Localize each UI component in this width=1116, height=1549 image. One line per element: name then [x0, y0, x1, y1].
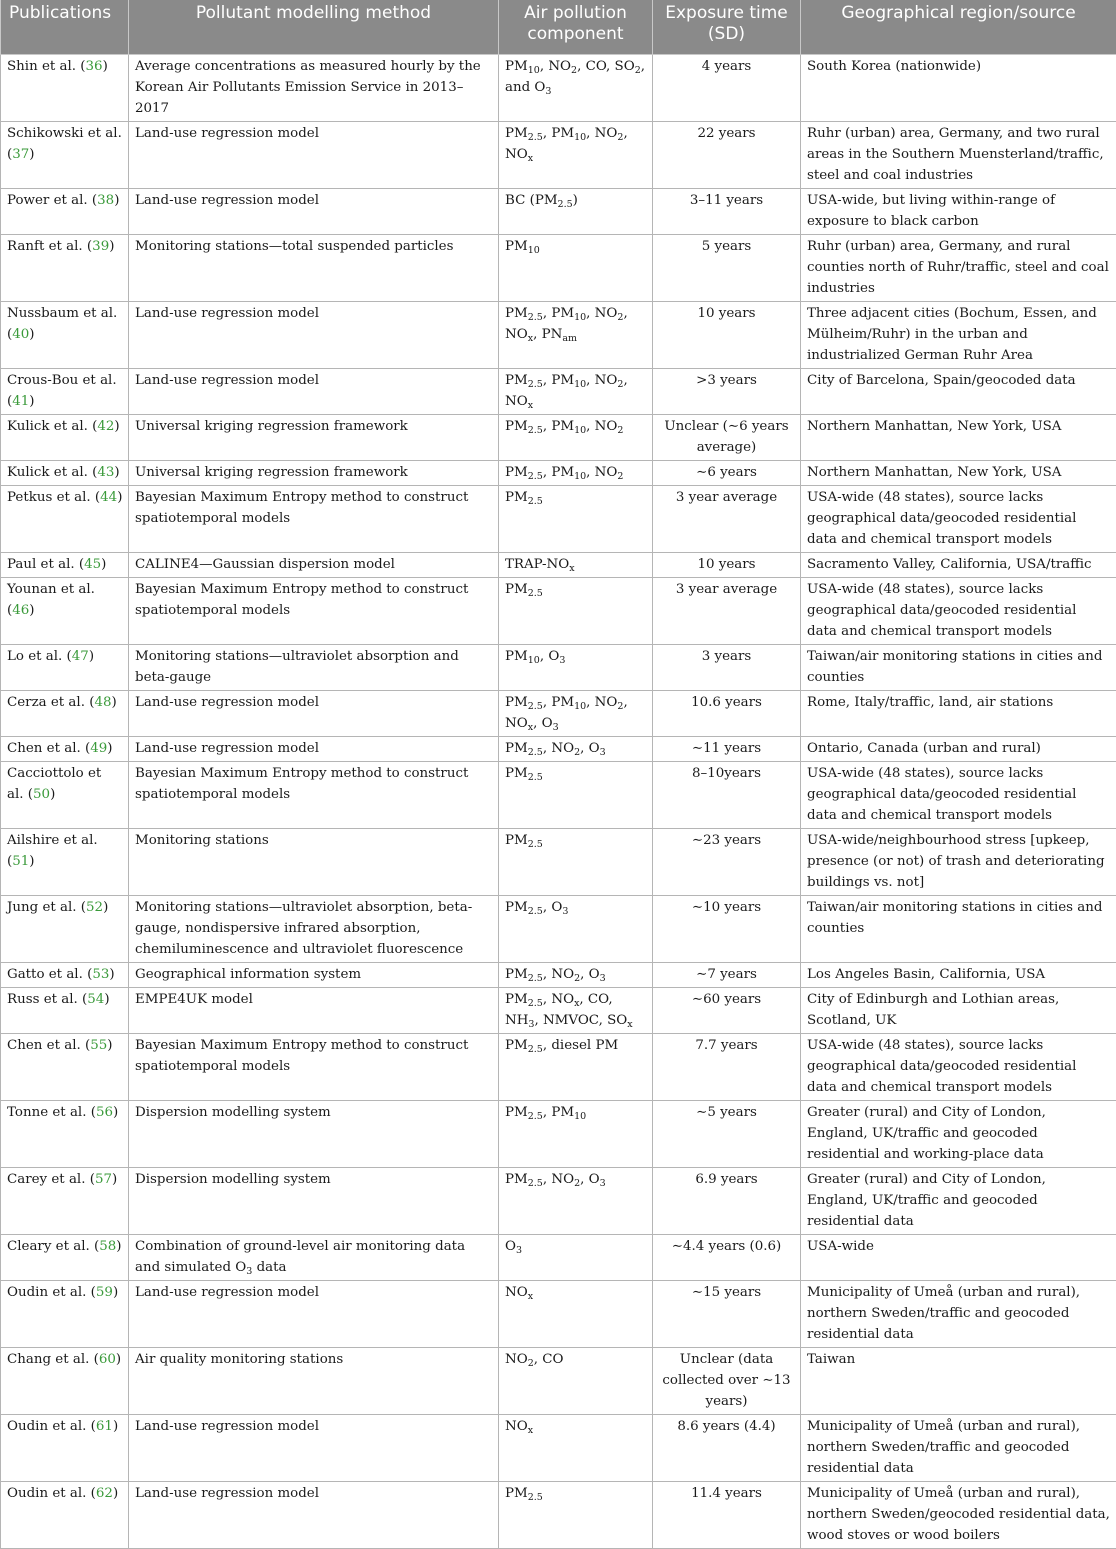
- reference-link[interactable]: 57: [95, 1172, 112, 1187]
- cell-method: Land-use regression model: [129, 1481, 499, 1548]
- cell-exposure: ∼15 years: [653, 1280, 801, 1347]
- reference-link[interactable]: 45: [84, 557, 101, 572]
- reference-link[interactable]: 38: [97, 193, 114, 208]
- cell-publication: Oudin et al. (61): [1, 1414, 129, 1481]
- reference-link[interactable]: 56: [96, 1105, 113, 1120]
- table-row: [1, 54, 1116, 121]
- cell-region: USA-wide (48 states), source lacks geographical data/geocoded residential data and chemical transport models: [801, 577, 1116, 644]
- cell-component: $PM_{2.5}$, $PM_{10}$, $NO_2$: [499, 414, 653, 460]
- reference-link[interactable]: 61: [96, 1419, 113, 1434]
- cell-component: BC $(PM_{2.5})$: [499, 188, 653, 234]
- cell-publication: Cerza et al. (48): [1, 690, 129, 736]
- cell-publication: Oudin et al. (62): [1, 1481, 129, 1548]
- cell-exposure: ∼60 years: [653, 987, 801, 1033]
- reference-link[interactable]: 37: [12, 147, 29, 162]
- cell-component: $PM_{2.5}$, $PM_{10}$, $NO_2$: [499, 460, 653, 485]
- cell-exposure: >3 years: [653, 368, 801, 414]
- publication-author: Oudin et al. (: [7, 1419, 96, 1434]
- cell-region: USA-wide (48 states), source lacks geographical data/geocoded residential data and chemical transport models: [801, 761, 1116, 828]
- publication-author: Schikowski et al. (: [7, 126, 122, 162]
- reference-link[interactable]: 46: [12, 603, 29, 618]
- cell-region: Taiwan: [801, 1347, 1116, 1414]
- cell-publication: Schikowski et al. (37): [1, 121, 129, 188]
- cell-region: USA-wide (48 states), source lacks geographical data/geocoded residential data and chemical transport models: [801, 485, 1116, 552]
- cell-publication: Carey et al. (57): [1, 1167, 129, 1234]
- reference-link[interactable]: 60: [99, 1352, 116, 1367]
- cell-component: $PM_{2.5}$, $O_3$: [499, 895, 653, 962]
- cell-exposure: ∼23 years: [653, 828, 801, 895]
- publication-author: Chen et al. (: [7, 741, 90, 756]
- cell-method: Bayesian Maximum Entropy method to construct spatiotemporal models: [129, 761, 499, 828]
- header-component: Air pollution component: [499, 0, 653, 54]
- table-row: [1, 552, 1116, 577]
- cell-method: Land-use regression model: [129, 121, 499, 188]
- table-row: [1, 121, 1116, 188]
- publication-author: Petkus et al. (: [7, 490, 100, 505]
- cell-method: Monitoring stations—total suspended particles: [129, 234, 499, 301]
- cell-region: Ruhr (urban) area, Germany, and rural counties north of Ruhr/traffic, steel and coal industries: [801, 234, 1116, 301]
- cell-exposure: 8.6 years (4.4): [653, 1414, 801, 1481]
- cell-region: Ontario, Canada (urban and rural): [801, 736, 1116, 761]
- cell-publication: Oudin et al. (59): [1, 1280, 129, 1347]
- cell-publication: Younan et al. (46): [1, 577, 129, 644]
- cell-method: Monitoring stations—ultraviolet absorption and beta-gauge: [129, 644, 499, 690]
- publication-author: Younan et al. (: [7, 582, 95, 618]
- cell-region: South Korea (nationwide): [801, 54, 1116, 121]
- cell-method: Universal kriging regression framework: [129, 414, 499, 460]
- cell-component: $PM_{2.5}$: [499, 485, 653, 552]
- cell-exposure: 6.9 years: [653, 1167, 801, 1234]
- cell-publication: Power et al. (38): [1, 188, 129, 234]
- cell-component: $PM_{2.5}$, $PM_{10}$, $NO_2$, $NO_x$, $PN_{am}$: [499, 301, 653, 368]
- cell-component: $NO_x$: [499, 1414, 653, 1481]
- reference-link[interactable]: 44: [100, 490, 117, 505]
- cell-region: Greater (rural) and City of London, England, UK/traffic and geocoded residential and working-place data: [801, 1100, 1116, 1167]
- publication-author: Nussbaum et al. (: [7, 306, 117, 342]
- publication-author: Ranft et al. (: [7, 239, 92, 254]
- cell-publication: Kulick et al. (43): [1, 460, 129, 485]
- table-header: [1, 0, 1116, 54]
- reference-link[interactable]: 47: [72, 649, 89, 664]
- cell-component: $PM_{10}$, $NO_2$, CO, $SO_2$, and $O_3$: [499, 54, 653, 121]
- table-row: [1, 895, 1116, 962]
- cell-component: $PM_{2.5}$, $NO_x$, CO, $NH_3$, NMVOC, $SO_x$: [499, 987, 653, 1033]
- cell-component: $PM_{2.5}$: [499, 828, 653, 895]
- cell-component: $NO_x$: [499, 1280, 653, 1347]
- cell-region: USA-wide/neighbourhood stress [upkeep, presence (or not) of trash and deteriorating buildings vs. not]: [801, 828, 1116, 895]
- cell-region: Municipality of Umeå (urban and rural), northern Sweden/traffic and geocoded residential data: [801, 1414, 1116, 1481]
- reference-link[interactable]: 50: [33, 787, 50, 802]
- cell-component: TRAP-$NO_x$: [499, 552, 653, 577]
- publication-author: Kulick et al. (: [7, 419, 97, 434]
- table-row: [1, 962, 1116, 987]
- cell-exposure: 4 years: [653, 54, 801, 121]
- cell-method: Monitoring stations: [129, 828, 499, 895]
- cell-method: Dispersion modelling system: [129, 1100, 499, 1167]
- header-publications: Publications: [1, 0, 129, 54]
- cell-publication: Tonne et al. (56): [1, 1100, 129, 1167]
- table-row: [1, 485, 1116, 552]
- publication-author: Chen et al. (: [7, 1038, 90, 1053]
- cell-method: Bayesian Maximum Entropy method to construct spatiotemporal models: [129, 485, 499, 552]
- cell-region: USA-wide (48 states), source lacks geographical data/geocoded residential data and chemical transport models: [801, 1033, 1116, 1100]
- cell-method: Bayesian Maximum Entropy method to construct spatiotemporal models: [129, 577, 499, 644]
- publication-author: Jung et al. (: [7, 900, 86, 915]
- cell-exposure: 8–10years: [653, 761, 801, 828]
- cell-publication: Nussbaum et al. (40): [1, 301, 129, 368]
- cell-region: Ruhr (urban) area, Germany, and two rural areas in the Southern Muensterland/traffic, steel and coal industries: [801, 121, 1116, 188]
- publication-author: Gatto et al. (: [7, 967, 92, 982]
- table-row: [1, 1167, 1116, 1234]
- cell-exposure: 7.7 years: [653, 1033, 801, 1100]
- cell-region: Three adjacent cities (Bochum, Essen, and Mülheim/Ruhr) in the urban and industrialized German Ruhr Area: [801, 301, 1116, 368]
- cell-publication: Cleary et al. (58): [1, 1234, 129, 1280]
- publication-author: Tonne et al. (: [7, 1105, 96, 1120]
- publication-author: Power et al. (: [7, 193, 97, 208]
- cell-publication: Russ et al. (54): [1, 987, 129, 1033]
- cell-publication: Ranft et al. (39): [1, 234, 129, 301]
- cell-method: Bayesian Maximum Entropy method to construct spatiotemporal models: [129, 1033, 499, 1100]
- publication-author: Oudin et al. (: [7, 1486, 96, 1501]
- cell-exposure: 10 years: [653, 552, 801, 577]
- reference-link[interactable]: 52: [86, 900, 103, 915]
- header-method: Pollutant modelling method: [129, 0, 499, 54]
- table-row: [1, 987, 1116, 1033]
- cell-exposure: Unclear (∼6 years average): [653, 414, 801, 460]
- cell-method: Land-use regression model: [129, 1280, 499, 1347]
- reference-link[interactable]: 55: [90, 1038, 107, 1053]
- cell-exposure: ∼7 years: [653, 962, 801, 987]
- reference-link[interactable]: 62: [96, 1486, 113, 1501]
- cell-publication: Shin et al. (36): [1, 54, 129, 121]
- cell-publication: Chen et al. (55): [1, 1033, 129, 1100]
- cell-exposure: 3–11 years: [653, 188, 801, 234]
- cell-region: USA-wide, but living within-range of exposure to black carbon: [801, 188, 1116, 234]
- cell-component: $PM_{10}$: [499, 234, 653, 301]
- cell-method: Land-use regression model: [129, 690, 499, 736]
- reference-link[interactable]: 41: [12, 394, 29, 409]
- reference-link[interactable]: 43: [97, 465, 114, 480]
- cell-exposure: 10.6 years: [653, 690, 801, 736]
- cell-method: Land-use regression model: [129, 368, 499, 414]
- reference-link[interactable]: 51: [12, 854, 29, 869]
- cell-publication: Petkus et al. (44): [1, 485, 129, 552]
- reference-link[interactable]: 59: [96, 1285, 113, 1300]
- reference-link[interactable]: 48: [94, 695, 111, 710]
- publication-author: Cacciottolo et al. (: [7, 766, 101, 802]
- cell-exposure: ∼6 years: [653, 460, 801, 485]
- table-row: [1, 1280, 1116, 1347]
- header-region: Geographical region/source: [801, 0, 1116, 54]
- cell-exposure: 11.4 years: [653, 1481, 801, 1548]
- cell-publication: Gatto et al. (53): [1, 962, 129, 987]
- table-row: [1, 1234, 1116, 1280]
- publication-author: Ailshire et al. (: [7, 833, 98, 869]
- table-row: [1, 460, 1116, 485]
- cell-method: Combination of ground-level air monitoring data and simulated $O_3$ data: [129, 1234, 499, 1280]
- table-row: [1, 644, 1116, 690]
- cell-exposure: ∼5 years: [653, 1100, 801, 1167]
- table-row: [1, 414, 1116, 460]
- publication-author: Shin et al. (: [7, 59, 86, 74]
- cell-region: Northern Manhattan, New York, USA: [801, 414, 1116, 460]
- cell-method: Land-use regression model: [129, 301, 499, 368]
- cell-component: $NO_2$, CO: [499, 1347, 653, 1414]
- reference-link[interactable]: 54: [87, 992, 104, 1007]
- cell-method: Land-use regression model: [129, 1414, 499, 1481]
- cell-publication: Crous-Bou et al. (41): [1, 368, 129, 414]
- cell-exposure: Unclear (data collected over ∼13 years): [653, 1347, 801, 1414]
- cell-publication: Cacciottolo et al. (50): [1, 761, 129, 828]
- table-row: [1, 1100, 1116, 1167]
- cell-method: Geographical information system: [129, 962, 499, 987]
- publication-author: Carey et al. (: [7, 1172, 95, 1187]
- cell-region: Los Angeles Basin, California, USA: [801, 962, 1116, 987]
- cell-region: USA-wide: [801, 1234, 1116, 1280]
- table-row: [1, 1481, 1116, 1548]
- table-row: [1, 234, 1116, 301]
- table-row: [1, 577, 1116, 644]
- cell-method: CALINE4—Gaussian dispersion model: [129, 552, 499, 577]
- cell-region: Northern Manhattan, New York, USA: [801, 460, 1116, 485]
- cell-publication: Lo et al. (47): [1, 644, 129, 690]
- cell-method: Monitoring stations—ultraviolet absorption, beta-gauge, nondispersive infrared absorption, chemiluminescence and ultraviolet fluorescence: [129, 895, 499, 962]
- cell-method: Dispersion modelling system: [129, 1167, 499, 1234]
- table-row: [1, 828, 1116, 895]
- reference-link[interactable]: 58: [99, 1239, 116, 1254]
- table-row: [1, 188, 1116, 234]
- table-row: [1, 1347, 1116, 1414]
- reference-link[interactable]: 40: [12, 327, 29, 342]
- reference-link[interactable]: 49: [90, 741, 107, 756]
- table-body: [1, 54, 1116, 1548]
- cell-publication: Ailshire et al. (51): [1, 828, 129, 895]
- cell-exposure: 10 years: [653, 301, 801, 368]
- cell-region: City of Barcelona, Spain/geocoded data: [801, 368, 1116, 414]
- cell-component: $PM_{2.5}$, $PM_{10}$: [499, 1100, 653, 1167]
- cell-region: Municipality of Umeå (urban and rural), northern Sweden/traffic and geocoded residential data: [801, 1280, 1116, 1347]
- table-row: [1, 1033, 1116, 1100]
- cell-region: Rome, Italy/traffic, land, air stations: [801, 690, 1116, 736]
- cell-publication: Jung et al. (52): [1, 895, 129, 962]
- cell-component: $PM_{2.5}$, diesel PM: [499, 1033, 653, 1100]
- publication-author: Oudin et al. (: [7, 1285, 96, 1300]
- cell-component: $PM_{10}$, $O_3$: [499, 644, 653, 690]
- cell-region: City of Edinburgh and Lothian areas, Scotland, UK: [801, 987, 1116, 1033]
- publication-author: Chang et al. (: [7, 1352, 99, 1367]
- cell-exposure: ∼11 years: [653, 736, 801, 761]
- cell-region: Municipality of Umeå (urban and rural), northern Sweden/geocoded residential data, wood stoves or wood boilers: [801, 1481, 1116, 1548]
- publication-author: Lo et al. (: [7, 649, 72, 664]
- table-row: [1, 761, 1116, 828]
- reference-link[interactable]: 53: [92, 967, 109, 982]
- cell-component: $O_3$: [499, 1234, 653, 1280]
- cell-component: $PM_{2.5}$, $NO_2$, $O_3$: [499, 1167, 653, 1234]
- cell-method: EMPE4UK model: [129, 987, 499, 1033]
- cell-exposure: 22 years: [653, 121, 801, 188]
- cell-method: Land-use regression model: [129, 188, 499, 234]
- cell-publication: Kulick et al. (42): [1, 414, 129, 460]
- publication-author: Kulick et al. (: [7, 465, 97, 480]
- header-exposure: Exposure time (SD): [653, 0, 801, 54]
- publication-author: Crous-Bou et al. (: [7, 373, 117, 409]
- cell-publication: Chen et al. (49): [1, 736, 129, 761]
- cell-region: Sacramento Valley, California, USA/traffic: [801, 552, 1116, 577]
- table-row: [1, 368, 1116, 414]
- reference-link[interactable]: 39: [92, 239, 109, 254]
- table-row: [1, 301, 1116, 368]
- cell-method: Air quality monitoring stations: [129, 1347, 499, 1414]
- cell-component: $PM_{2.5}$, $PM_{10}$, $NO_2$, $NO_x$: [499, 368, 653, 414]
- table-row: [1, 690, 1116, 736]
- reference-link[interactable]: 42: [97, 419, 114, 434]
- cell-component: $PM_{2.5}$, $NO_2$, $O_3$: [499, 736, 653, 761]
- cell-component: $PM_{2.5}$, $NO_2$, $O_3$: [499, 962, 653, 987]
- publication-author: Cleary et al. (: [7, 1239, 99, 1254]
- cell-exposure: 3 year average: [653, 485, 801, 552]
- cell-region: Greater (rural) and City of London, England, UK/traffic and geocoded residential data: [801, 1167, 1116, 1234]
- cell-method: Universal kriging regression framework: [129, 460, 499, 485]
- cell-publication: Chang et al. (60): [1, 1347, 129, 1414]
- publication-author: Russ et al. (: [7, 992, 87, 1007]
- cell-publication: Paul et al. (45): [1, 552, 129, 577]
- cell-component: $PM_{2.5}$: [499, 761, 653, 828]
- cell-region: Taiwan/air monitoring stations in cities and counties: [801, 644, 1116, 690]
- reference-link[interactable]: 36: [86, 59, 103, 74]
- cell-component: $PM_{2.5}$: [499, 1481, 653, 1548]
- cell-exposure: 3 year average: [653, 577, 801, 644]
- header-row: [1, 0, 1116, 54]
- cell-exposure: ∼10 years: [653, 895, 801, 962]
- cell-exposure: 3 years: [653, 644, 801, 690]
- cell-component: $PM_{2.5}$, $PM_{10}$, $NO_2$, $NO_x$, $O_3$: [499, 690, 653, 736]
- cell-method: Average concentrations as measured hourly by the Korean Air Pollutants Emission Service in 2013–2017: [129, 54, 499, 121]
- table-row: [1, 736, 1116, 761]
- cell-exposure: ∼4.4 years (0.6): [653, 1234, 801, 1280]
- publication-author: Paul et al. (: [7, 557, 84, 572]
- cell-region: Taiwan/air monitoring stations in cities and counties: [801, 895, 1116, 962]
- table-row: [1, 1414, 1116, 1481]
- cell-method: Land-use regression model: [129, 736, 499, 761]
- cell-component: $PM_{2.5}$: [499, 577, 653, 644]
- cell-exposure: 5 years: [653, 234, 801, 301]
- publication-author: Cerza et al. (: [7, 695, 94, 710]
- cell-component: $PM_{2.5}$, $PM_{10}$, $NO_2$, $NO_x$: [499, 121, 653, 188]
